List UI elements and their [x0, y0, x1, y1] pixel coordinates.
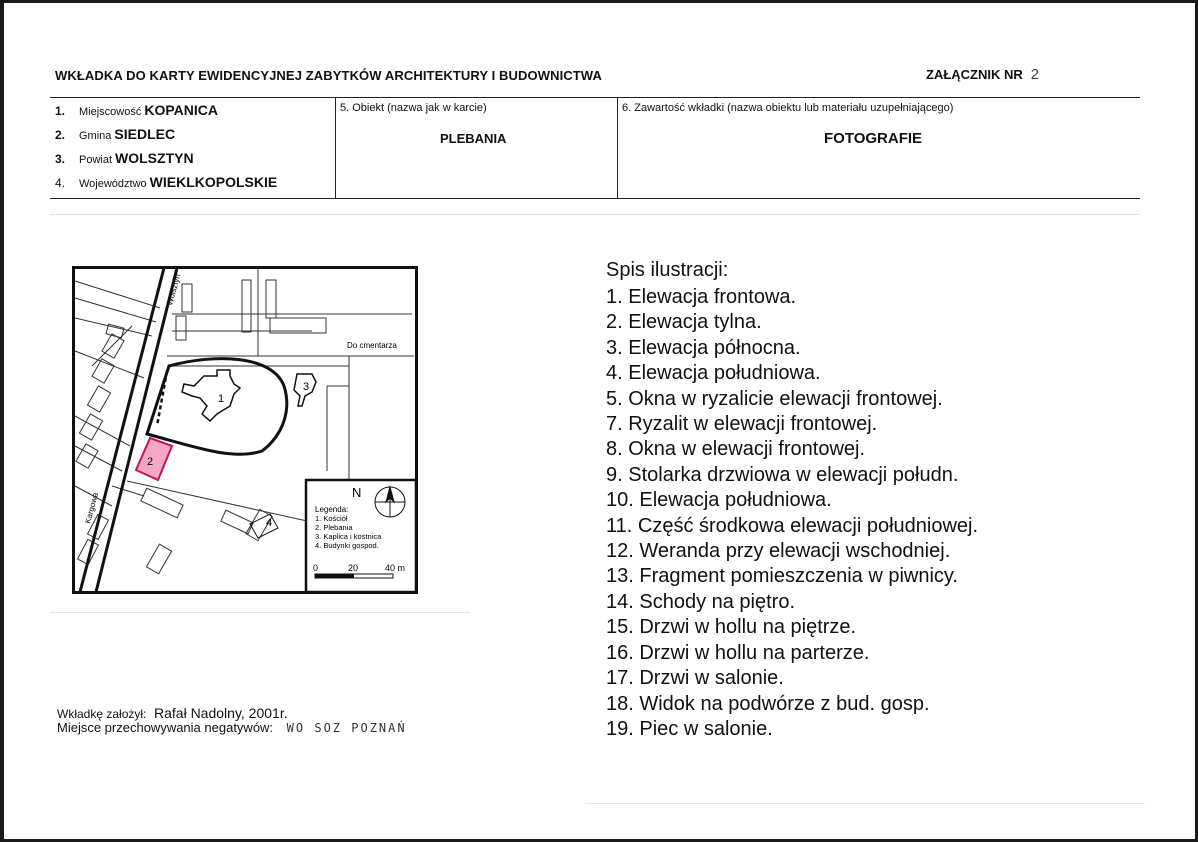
- list-item: 13. Fragment pomieszczenia w piwnicy.: [606, 565, 958, 588]
- building-number-3: 3: [303, 381, 310, 393]
- scale-label: 0: [313, 563, 319, 573]
- negatives-line: [57, 720, 407, 735]
- list-item: 17. Drzwi w salonie.: [606, 667, 784, 690]
- scale-label: 20: [348, 563, 359, 573]
- column-divider: [617, 98, 618, 198]
- faint-scan-line: [50, 612, 470, 613]
- list-item: 11. Część środkowa elewacji południowej.: [606, 514, 979, 537]
- legend-title: Legenda:: [315, 505, 349, 514]
- road-label-cemetery: Do cmentarza: [347, 341, 397, 350]
- legend-item: 2. Plebania: [315, 523, 353, 532]
- column-divider: [335, 98, 336, 198]
- illustrations-title: Spis ilustracji:: [606, 259, 729, 281]
- scan-border-top: [0, 0, 1198, 3]
- north-label: N: [352, 485, 362, 500]
- building-number-4: 4: [266, 517, 273, 529]
- list-item: 16. Drzwi w hollu na parterze.: [606, 641, 870, 664]
- list-item: 15. Drzwi w hollu na piętrze.: [606, 616, 857, 639]
- list-item: 3. Elewacja północna.: [606, 336, 801, 359]
- building-number-2: 2: [147, 456, 154, 468]
- author-label: Wkładkę założył:: [57, 707, 147, 721]
- legend-item: 4. Budynki gospod.: [315, 541, 379, 550]
- location-row-voivodeship: 4. Województwo WIEKLKOPOLSKIE: [55, 174, 278, 190]
- faint-scan-line: [50, 214, 1140, 215]
- list-item: 9. Stolarka drzwiowa w elewacji połudn.: [606, 463, 959, 486]
- author-line: [57, 705, 288, 721]
- location-row-town: 1. Miejscowość KOPANICA: [55, 102, 218, 118]
- faint-scan-line: [585, 803, 1145, 804]
- list-item: 10. Elewacja południowa.: [606, 489, 832, 512]
- street-label-kargowa: Kargowa: [83, 491, 101, 525]
- list-item: 14. Schody na piętro.: [606, 590, 796, 613]
- list-item: 1. Elewacja frontowa.: [606, 286, 797, 308]
- legend-item: 3. Kaplica i kostnica: [315, 532, 382, 541]
- building-number-1: 1: [218, 393, 225, 405]
- plebania-building: [136, 438, 172, 480]
- list-item: 18. Widok na podwórze z bud. gosp.: [606, 692, 930, 715]
- contents-value: FOTOGRAFIE: [824, 130, 923, 147]
- illustrations-list: [606, 285, 978, 742]
- negatives-value: WO SOZ POZNAŃ: [286, 721, 407, 735]
- voivodeship-value: WIEKLKOPOLSKIE: [149, 174, 278, 190]
- attachment-number: 2: [1030, 66, 1040, 83]
- document-title: WKŁADKA DO KARTY EWIDENCYJNEJ ZABYTKÓW ARCHITEKTURY I BUDOWNICTWA: [55, 68, 602, 83]
- negatives-label: Miejsce przechowywania negatywów:: [57, 720, 274, 735]
- site-map: [72, 266, 418, 594]
- list-item: 2. Elewacja tylna.: [606, 311, 762, 334]
- list-item: 4. Elewacja południowa.: [606, 362, 821, 385]
- town-value: KOPANICA: [144, 102, 218, 118]
- list-item: 7. Ryzalit w elewacji frontowej.: [606, 413, 878, 436]
- location-row-county: 3. Powiat WOLSZTYN: [55, 150, 194, 166]
- location-row-commune: 2. Gmina SIEDLEC: [55, 126, 176, 142]
- scale-label: 40 m: [385, 563, 406, 573]
- list-item: 8. Okna w elewacji frontowej.: [606, 438, 866, 461]
- commune-value: SIEDLEC: [114, 126, 176, 142]
- legend-item: 1. Kościół: [315, 514, 348, 523]
- list-item: 12. Weranda przy elewacji wschodniej.: [606, 540, 951, 563]
- object-value: PLEBANIA: [440, 131, 507, 146]
- list-item: 19. Piec w salonie.: [606, 717, 773, 740]
- author-value: Rafał Nadolny, 2001r.: [154, 705, 288, 721]
- county-value: WOLSZTYN: [115, 150, 194, 166]
- scale-bar: [315, 574, 393, 578]
- scan-border-left: [0, 0, 4, 842]
- farm-building: [250, 514, 278, 538]
- north-arrow-icon: [375, 487, 405, 517]
- record-form-table: [50, 97, 1140, 199]
- object-field-label: 5. Obiekt (nazwa jak w karcie): [340, 102, 487, 114]
- attachment-number-field: [926, 66, 1039, 83]
- street-label-wolsztyn: Wolsztyn: [165, 272, 183, 307]
- attachment-label: ZAŁĄCZNIK NR: [926, 67, 1023, 82]
- contents-field-label: 6. Zawartość wkładki (nazwa obiektu lub materiału uzupełniającego): [622, 102, 954, 114]
- list-item: 5. Okna w ryzalicie elewacji frontowej.: [606, 387, 943, 410]
- church-building: [182, 370, 240, 421]
